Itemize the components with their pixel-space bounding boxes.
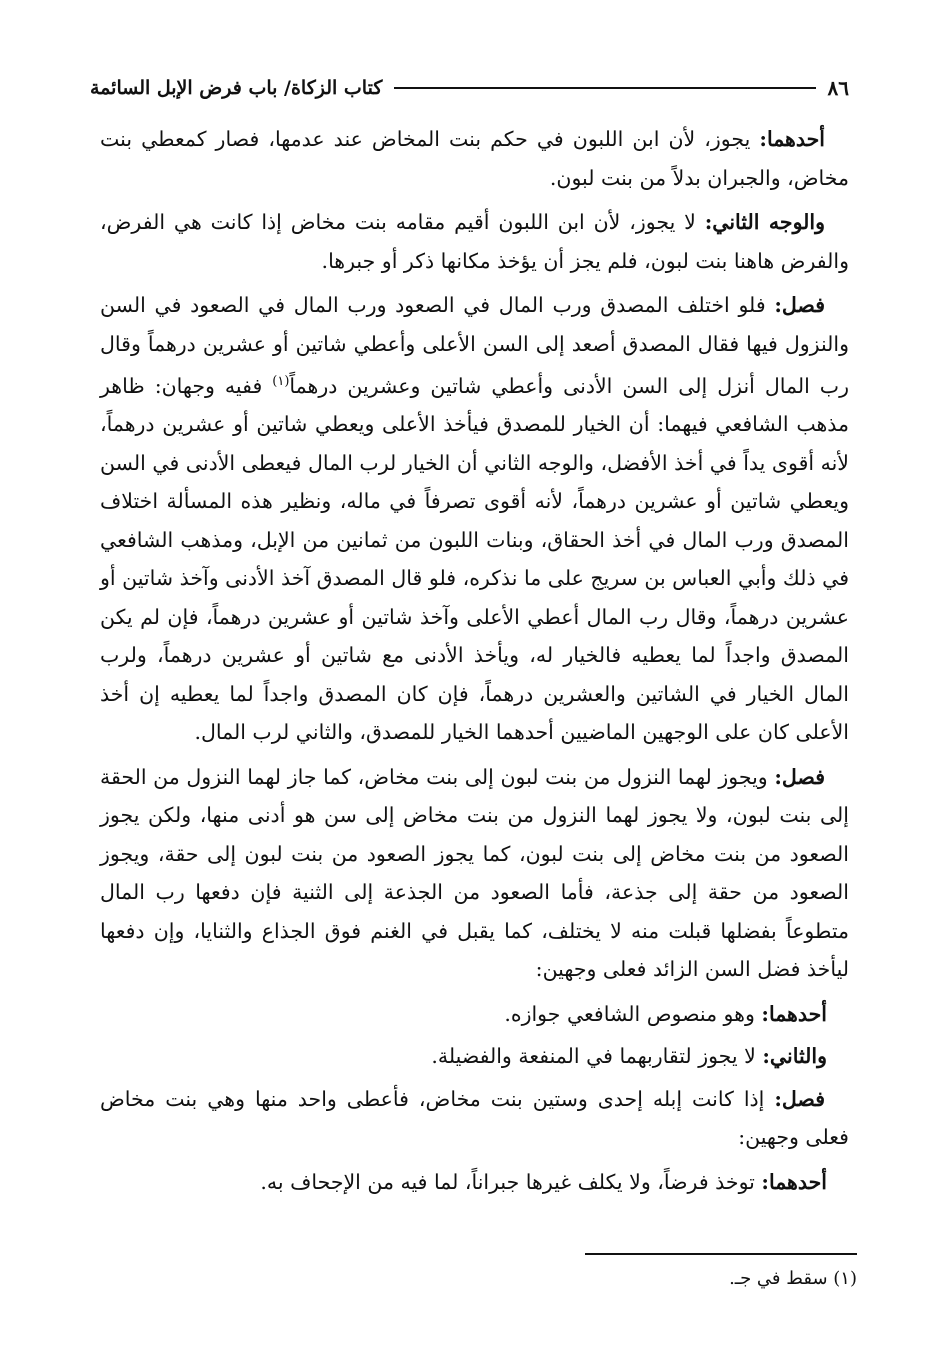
header-rule bbox=[394, 87, 815, 89]
paragraph bbox=[100, 203, 849, 280]
paragraph-lead: والثاني: bbox=[762, 1044, 827, 1069]
paragraph-text: لا يجوز، لأن ابن اللبون أقيم مقامه بنت مخاض إذا كانت هي الفرض، والفرض هاهنا بنت لبون، فلم يجز أن يؤخذ مكانها ذكر أو جبرها. bbox=[100, 210, 849, 273]
paragraph-text: وهو منصوص الشافعي جوازه. bbox=[504, 1001, 762, 1026]
paragraph-lead: فصل: bbox=[774, 293, 825, 317]
paragraph-text: ويجوز لهما النزول من بنت لبون إلى بنت مخاض، كما جاز لهما النزول من الحقة إلى بنت لبون، ولا يجوز لهما النزول من بنت مخاض إلى سن هو أدنى منها، ولكن يجوز الصعود من بنت مخاض إلى بنت لبون، كما يجوز الصعود من بنت لبون إلى حقة، ويجوز الصعود من حقة إلى جذعة، فأما الصعود من الجذعة إلى الثنية فإن دفعها رب المال متطوعاً بفضلها قبلت منه لا يختلف، كما يقبل في الغنم فوق الجذاع والثنايا، وإن دفعها ليأخذ فضل السن الزائد فعلى وجهين: bbox=[100, 764, 849, 982]
paragraph-text: فلو اختلف المصدق ورب المال في الصعود ورب المال في الصعود في السن والنزول فيها فقال المصدق أصعد إلى السن الأعلى وأعطي شاتين أو عشرين درهماً وقال رب المال أنزل إلى السن الأدنى وأعطي شاتين وعشرين درهماً bbox=[100, 293, 850, 398]
footnote-mark: (١) bbox=[833, 1268, 857, 1289]
paragraph bbox=[100, 758, 849, 989]
page-number: ٨٦ bbox=[827, 76, 849, 100]
running-header bbox=[90, 70, 849, 106]
indented-item bbox=[100, 995, 849, 1034]
paragraph-text: إذا كانت إبله إحدى وستين بنت مخاض، فأعطى واحد منها وهي بنت مخاض فعلى وجهين: bbox=[100, 1086, 849, 1150]
paragraph-lead: أحدهما: bbox=[761, 1001, 827, 1026]
paragraph-lead: أحدهما: bbox=[759, 127, 825, 151]
footnote-separator bbox=[585, 1253, 857, 1255]
indented-item bbox=[100, 1163, 849, 1202]
footnote-reference: (١) bbox=[272, 374, 290, 389]
footnote-text: سقط في جـ. bbox=[729, 1268, 828, 1289]
paragraph-text-continued: ففيه وجهان: ظاهر مذهب الشافعي فيهما: أن الخيار للمصدق فيأخذ الأعلى ويعطي شاتين أو عشرين درهماً، لأنه أقوى يداً في أخذ الأفضل، والوجه الثاني أن الخيار لرب المال فيعطى الأدنى في السن ويعطي شاتين أو عشرين درهماً، لأنه أقوى تصرفاً في ماله، ونظير هذه المسألة اختلاف المصدق ورب المال في أخذ الحقاق، وبنات اللبون من ثمانين من الإبل، ومذهب الشافعي في ذلك وأبي العباس بن سريج على ما نذكره، فلو قال المصدق آخذ الأدنى وآخذ شاتين أو عشرين درهماً، وقال رب المال أعطي الأعلى وآخذ شاتين أو عشرين درهماً، فإن لم يكن المصدق واجداً لما يعطيه فالخيار له، ويأخذ الأدنى مع شاتين أو عشرين درهماً، ولرب المال الخيار في الشاتين والعشرين درهماً، فإن كان المصدق واجداً لما يعطيه إن أخذ الأعلى كان على الوجهين الماضيين أحدهما الخيار للمصدق، والثاني لرب المال. bbox=[100, 373, 849, 745]
paragraph-text: لا يجوز لتقاربهما في المنفعة والفضيلة. bbox=[431, 1044, 763, 1069]
paragraph-lead: والوجه الثاني: bbox=[704, 210, 825, 234]
paragraph-text: يجوز، لأن ابن اللبون في حكم بنت المخاض عند عدمها، فصار كمعطي بنت مخاض، والجبران بدلاً من بنت لبون. bbox=[100, 127, 849, 190]
paragraph bbox=[100, 286, 849, 752]
paragraph-lead: فصل: bbox=[774, 764, 825, 789]
chapter-title: كتاب الزكاة/ باب فرض الإبل السائمة bbox=[90, 77, 383, 99]
paragraph bbox=[100, 120, 849, 197]
main-text bbox=[100, 120, 849, 1205]
indented-item bbox=[100, 1037, 849, 1076]
paragraph-lead: أحدهما: bbox=[761, 1169, 827, 1194]
footnote bbox=[729, 1265, 857, 1293]
paragraph-lead: فصل: bbox=[774, 1086, 825, 1111]
paragraph bbox=[100, 1080, 849, 1157]
paragraph-text: توخذ فرضاً، ولا يكلف غيرها جبراناً، لما فيه من الإجحاف به. bbox=[260, 1169, 762, 1194]
